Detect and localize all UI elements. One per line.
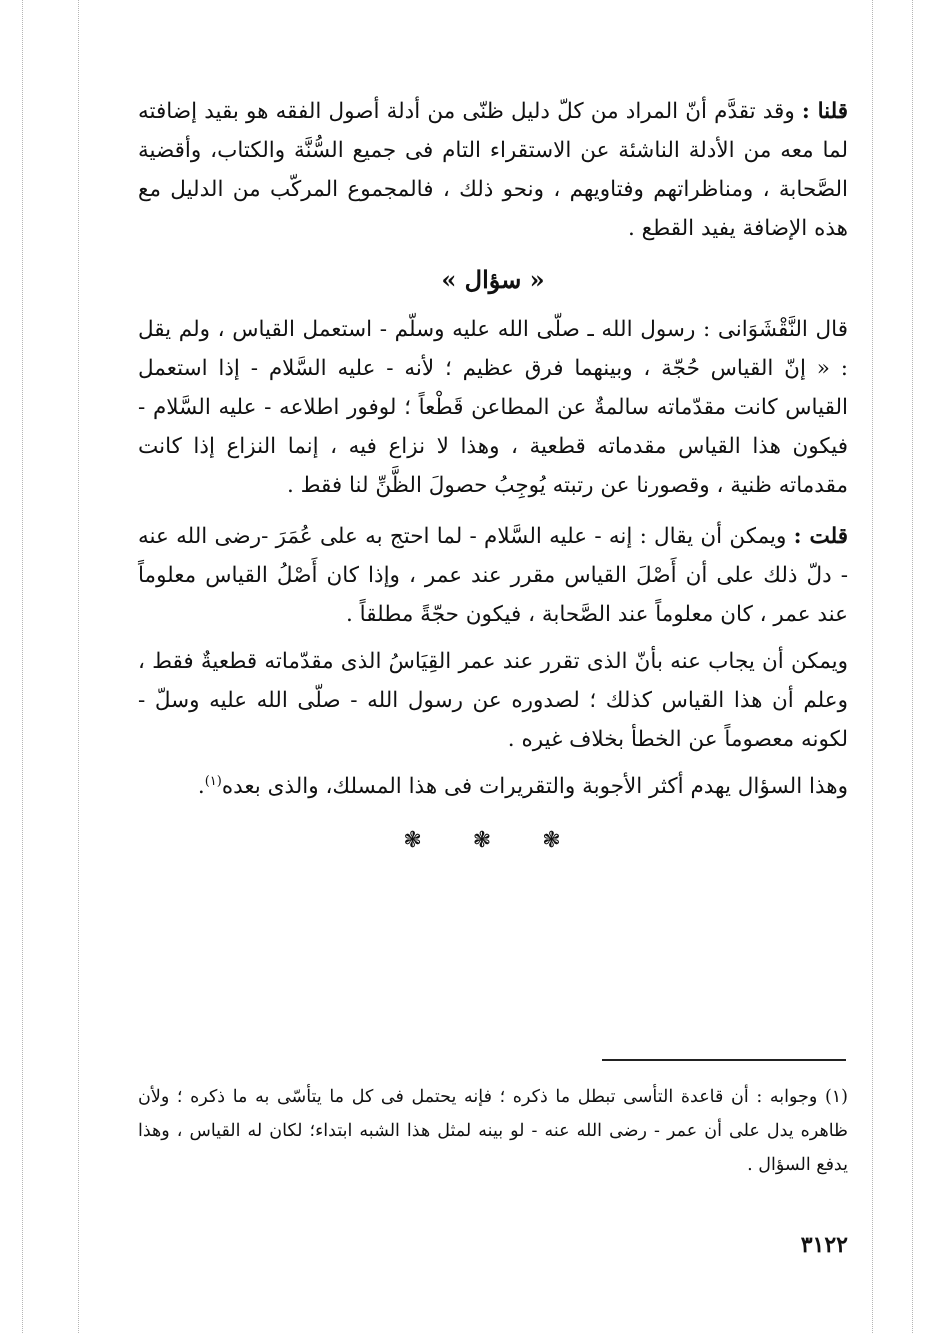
page-body	[138, 92, 848, 856]
paragraph-text: وقد تقدَّم أنّ المراد من كلّ دليل ظنّى من أدلة أصول الفقه هو بقيد إضافته لما معه من الأدلة الناشئة عن الاستقراء التام فى جميع السُّنَّة والكتاب، وأقضية الصَّحابة ، ومناظراتهم وفتاويهم ، ونحو ذلك ، فالمجموع المركّب من الدليل مع هذه الإضافة يفيد القطع .	[138, 99, 848, 241]
paragraph-5	[138, 767, 848, 806]
page-number: ٣١٢٢	[800, 1232, 848, 1258]
section-separator: ❃ ❃ ❃	[403, 828, 583, 853]
paragraph-end: .	[197, 774, 205, 799]
paragraph-lead: قلت :	[793, 524, 848, 549]
footnote-reference[interactable]: (١)	[204, 773, 222, 789]
paragraph-text: ويمكن أن يجاب عنه بأنّ الذى تقرر عند عمر القِيَاسُ الذى مقدّماته قطعيةٌ فقط ، وعلم أن هذا القياس كذلك ؛ لصدوره عن رسول الله - صلّى الله عليه وسلّ - لكونه معصوماً عن الخطأ بخلاف غيره .	[138, 649, 848, 752]
paragraph-1	[138, 92, 848, 248]
paragraph-3	[138, 517, 848, 634]
margin-guide-left-2	[78, 0, 79, 1333]
paragraph-2	[138, 310, 848, 505]
paragraph-text: قال النَّقْشَوَانى : رسول الله ـ صلّى الله عليه وسلّم - استعمل القياس ، ولم يقل : « إنّ القياس حُجّة ، وبينهما فرق عظيم ؛ لأنه - عليه السَّلام - إذا استعمل القياس كانت مقدّماته سالمةٌ عن المطاعن قَطْعاً ؛ لوفور اطلاعه - عليه السَّلام - فيكون هذا القياس مقدماته قطعية ، وهذا لا نزاع فيه ، إنما النزاع إذا كانت مقدماته ظنية ، وقصورنا عن رتبته يُوجِبُ حصولَ الظَّنِّ لنا فقط .	[138, 317, 848, 498]
paragraph-text: وهذا السؤال يهدم أكثر الأجوبة والتقريرات فى هذا المسلك، والذى بعده	[221, 774, 848, 799]
paragraph-text: ويمكن أن يقال : إنه - عليه السَّلام - لما احتج به على عُمَرَ -رضى الله عنه - دلّ ذلك على أن أَصْلَ القياس مقرر عند عمر ، وإذا كان أَصْلُ القياس معلوماً عند عمر ، كان معلوماً عند الصَّحابة ، فيكون حجّةً مطلقاً .	[138, 524, 848, 627]
section-heading: « سؤال »	[441, 265, 545, 294]
margin-guide-right-1	[872, 0, 873, 1333]
paragraph-lead: قلنا :	[801, 99, 849, 124]
margin-guide-right-2	[912, 0, 913, 1333]
margin-guide-left-1	[22, 0, 23, 1333]
paragraph-4	[138, 642, 848, 759]
footnote-rule	[602, 1059, 846, 1061]
footnote: (١) وجوابه : أن قاعدة التأسى تبطل ما ذكره ؛ فإنه يحتمل فى كل ما يتأسّى به ما ذكره ؛ ولأن ظاهره يدل على أن عمر - رضى الله عنه - لو بينه لمثل هذا الشبه ابتداء؛ لكان له القياس ، وهذا يدفع السؤال .	[138, 1087, 848, 1175]
